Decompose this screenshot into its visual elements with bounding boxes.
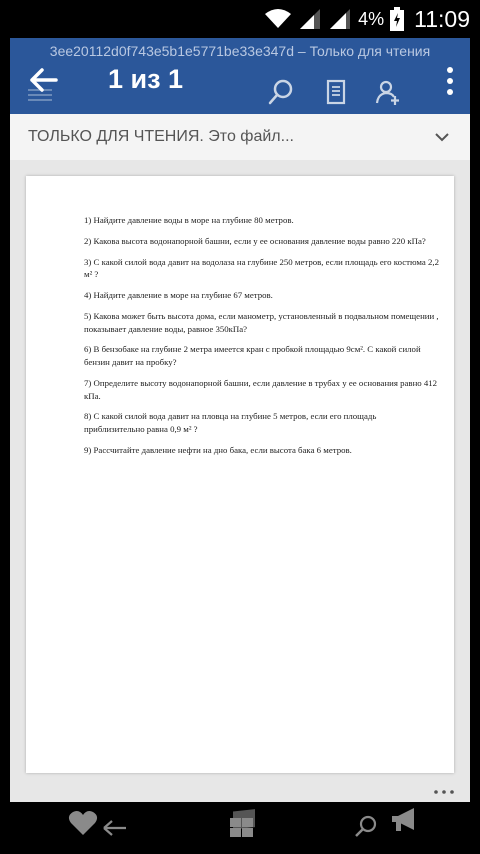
chevron-down-icon[interactable]: [434, 131, 450, 143]
megaphone-icon[interactable]: [390, 806, 418, 834]
battery-percent: 4%: [358, 8, 385, 29]
question-item: 9) Рассчитайте давление нефти на дно бака, если высота бака 6 метров.: [84, 444, 352, 455]
clock: 11:09: [414, 5, 470, 32]
document-viewer[interactable]: [10, 160, 470, 802]
question-item: 5) Какова может быть высота дома, если манометр, установленный в подвальном помещении , показывает давление воды, равное 350кПа?: [84, 310, 439, 334]
status-bar: [0, 0, 480, 38]
battery-icon: [390, 7, 404, 31]
word-viewer-app: [10, 38, 470, 802]
question-item: 4) Найдите давление в море на глубине 67 метров.: [84, 290, 273, 300]
wifi-icon: [264, 8, 292, 30]
page-counter: 1 из 1: [108, 64, 184, 94]
more-horiz-icon[interactable]: [434, 790, 454, 794]
question-item: 6) В бензобаке на глубине 2 метра имеется кран с пробкой площадью 9см². С какой силой бензин давит на пробку?: [84, 344, 421, 367]
document-filename: 3ee20112d0f743e5b1e5771be33e347d – Только для чтения: [49, 43, 431, 59]
document-page: [26, 176, 454, 773]
nav-back-icon[interactable]: [100, 818, 128, 838]
question-item: 2) Какова высота водонапорной башни, если у ее основания давление воды равно 220 кПа?: [84, 235, 426, 246]
question-item: 3) С какой силой вода давит на водолаза на глубине 250 метров, если площадь его костюма 2,2 м² ?: [84, 256, 440, 280]
status-indicators: [264, 6, 470, 32]
hamburger-icon: [28, 88, 52, 102]
search-icon[interactable]: [354, 814, 378, 838]
reading-view-icon[interactable]: [322, 78, 350, 106]
question-item: 8) С какой силой вода давит на пловца на глубине 5 метров, если его площадь приблизительно равна 0,9 м² ?: [84, 411, 377, 434]
question-item: 1) Найдите давление воды в море на глубине 80 метров.: [84, 215, 294, 225]
title-bar: [10, 38, 470, 114]
share-person-icon[interactable]: [374, 78, 402, 106]
readonly-banner-text: ТОЛЬКО ДЛЯ ЧТЕНИЯ. Это файл...: [28, 128, 294, 145]
heart-icon[interactable]: [68, 810, 98, 836]
windows-icon[interactable]: [228, 808, 258, 838]
search-icon[interactable]: [267, 78, 295, 106]
bottom-nav-bar: [0, 802, 480, 854]
question-item: 7) Определите высоту водонапорной башни, если давление в трубах у ее основания равно 412 кПа.: [84, 377, 438, 401]
more-vert-icon[interactable]: [446, 66, 454, 96]
question-list: [84, 214, 439, 465]
signal-icon: [328, 7, 352, 31]
readonly-banner[interactable]: [10, 114, 470, 161]
signal-icon: [298, 7, 322, 31]
